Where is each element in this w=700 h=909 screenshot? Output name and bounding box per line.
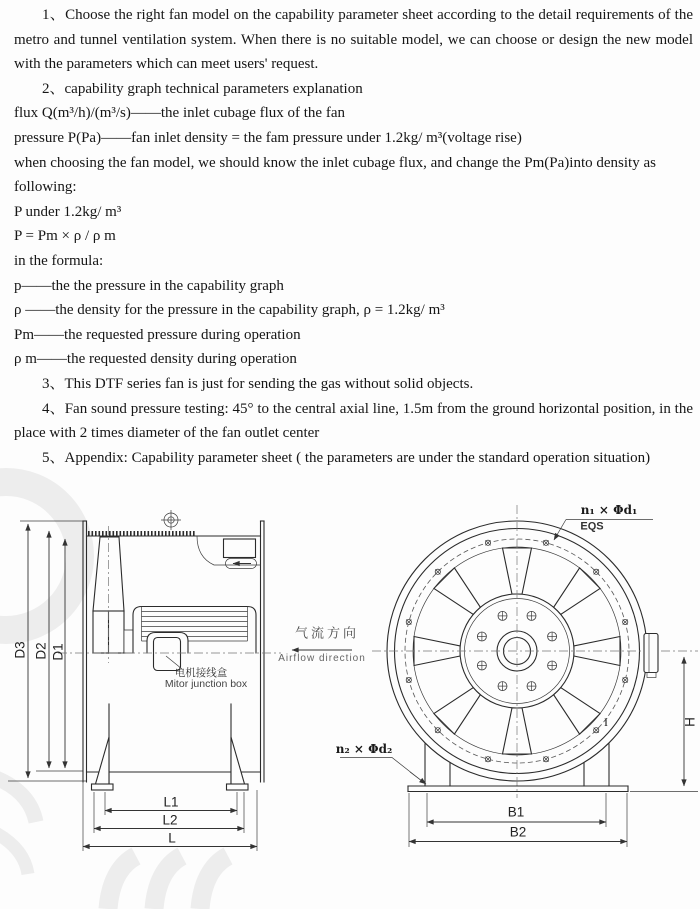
bolt-spec-label-top: n₁ × Φd₁	[580, 503, 638, 517]
paragraph-11: Pm——the requested pressure during operation	[14, 326, 301, 343]
junction-box-label-zh: 电机接线盒	[174, 666, 228, 679]
paragraph-7: P = Pm × ρ / ρ m	[14, 228, 116, 245]
dim-label-d2: D2	[33, 642, 49, 660]
paragraph-12: ρ m——the requested density during operation	[14, 351, 297, 368]
motor-junction-box	[147, 633, 188, 671]
paragraph-10: ρ ——the density for the pressure in the capability graph, ρ = 1.2kg/ m³	[14, 302, 445, 319]
eqs-label: EQS	[580, 520, 604, 533]
mounting-feet-side	[92, 704, 249, 790]
dim-label-b1: B1	[507, 804, 525, 820]
dim-label-l: L	[168, 830, 176, 846]
dim-label-h: H	[682, 717, 698, 727]
shaft-bearing	[124, 630, 133, 653]
paragraph-3: flux Q(m³/h)/(m³/s)——the inlet cubage flux of the fan	[14, 105, 345, 122]
nameplate-panel	[197, 536, 261, 569]
paragraph-4: pressure P(Pa)——fan inlet density = the fam pressure under 1.2kg/ m³(voltage rise)	[14, 129, 522, 146]
paragraph-6: P under 1.2kg/ m³	[14, 203, 122, 220]
front-view-drawing	[340, 505, 698, 847]
paragraph-9: p——the the pressure in the capability graph	[14, 277, 284, 294]
paragraph-14: 4、Fan sound pressure testing: 45° to the central axial line, 1.5m from the ground horizontal position, in the place with 2 times diameter of the fan outlet center	[14, 400, 693, 442]
dim-label-d1: D1	[50, 643, 66, 661]
airflow-label-zh: 气流方向	[294, 625, 360, 641]
airflow-label-en: Airflow direction	[278, 653, 366, 664]
paragraph-5: when choosing the fan model, we should know the inlet cubage flux, and change the Pm(Pa)into density as following:	[14, 154, 656, 196]
junction-box-label-en: Mitor junction box	[164, 677, 248, 690]
paragraph-15: 5、Appendix: Capability parameter sheet ( the parameters are under the standard operation situation)	[42, 449, 651, 466]
fan-blade-side	[93, 526, 124, 663]
dim-label-l2: L2	[162, 812, 178, 828]
paragraph-1: 1、Choose the right fan model on the capability parameter sheet according to the detail requirements of the metro and tunnel ventilation system. When there is no suitable model, we can choose or design the new model with the parameters which can meet users' request.	[14, 7, 693, 73]
section-mark-label: I	[604, 715, 608, 729]
dim-label-d3: D3	[12, 641, 28, 659]
lifting-eye-icon	[161, 510, 181, 530]
bolt-spec-leader-bottom	[340, 758, 426, 785]
bolt-spec-label-bottom: n₂ × Φd₂	[335, 742, 393, 756]
paragraph-8: in the formula:	[14, 252, 104, 269]
paragraph-2: 2、capability graph technical parameters explanation	[42, 80, 363, 97]
dim-label-b2: B2	[509, 824, 527, 840]
junction-box-front	[644, 634, 658, 678]
dim-label-l1: L1	[163, 794, 179, 810]
paragraph-13: 3、This DTF series fan is just for sending the gas without solid objects.	[42, 375, 474, 392]
